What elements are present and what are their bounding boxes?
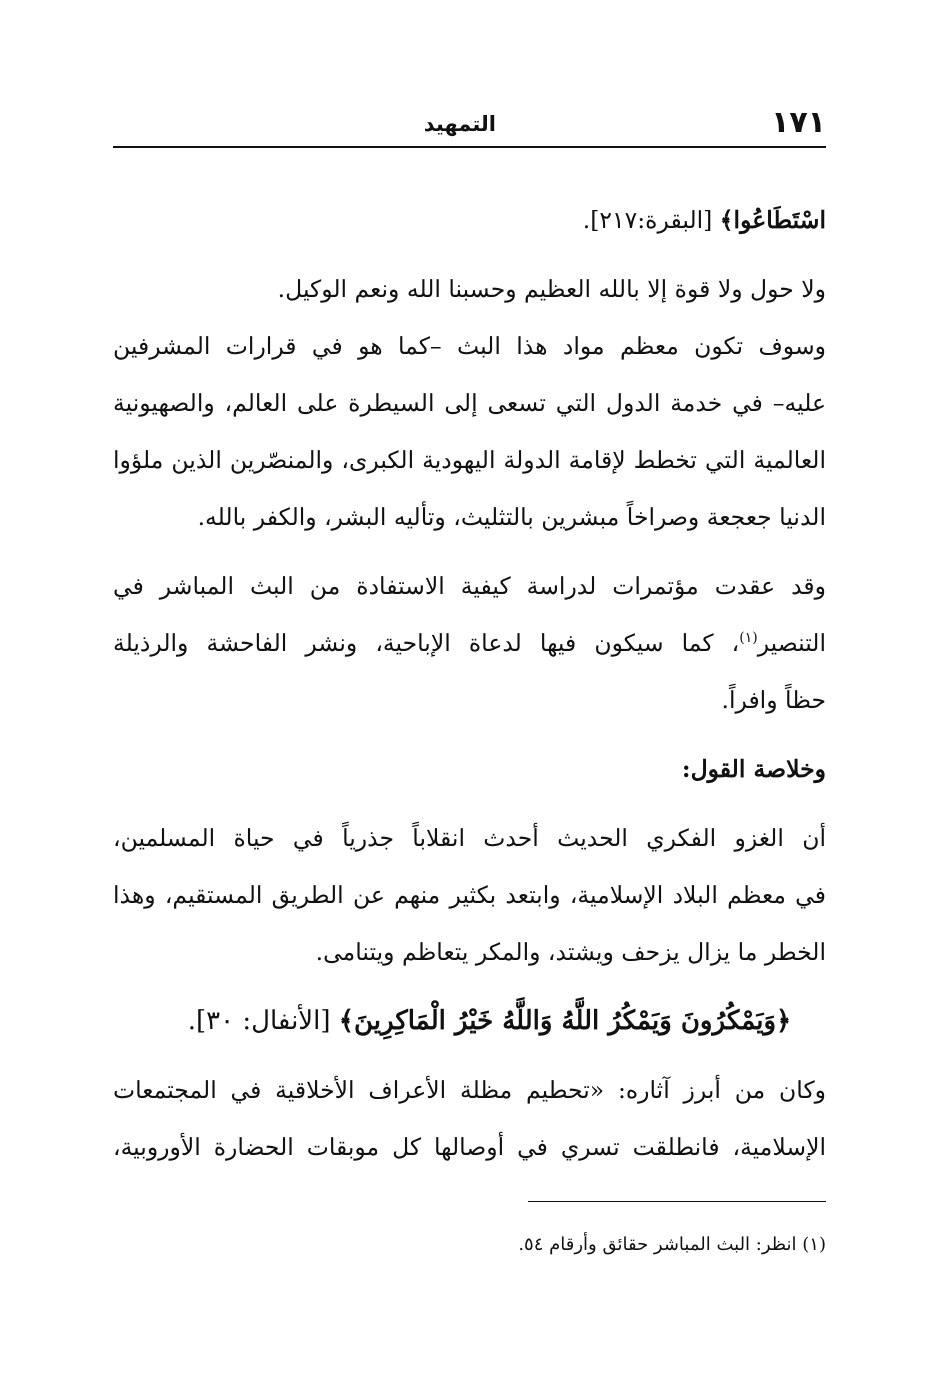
quran-verse: ﴿وَيَمْكُرُونَ وَيَمْكُرُ اللَّهُ وَاللَّهُ خَيْرُ الْمَاكِرِينَ﴾ [338,1006,792,1036]
paragraph-line: ولا حول ولا قوة إلا بالله العظيم وحسبنا الله ونعم الوكيل. [277,275,826,303]
footnote-marker[interactable]: (١) [739,630,758,647]
page-header [113,100,826,150]
quran-verse-line [113,993,826,1050]
spacer [113,249,826,261]
verse-reference: [البقرة:٢١٧]. [582,206,720,234]
spacer [113,546,826,558]
paragraph-line: حظاً وافراً. [721,686,826,714]
paragraph-line: الخطر ما يزال يزحف ويشتد، والمكر يتعاظم ويتنامى. [315,938,826,966]
paragraph-line: وكان من أبرز آثاره: «تحطيم مظلة الأعراف الأخلاقية في المجتمعات [113,1076,826,1104]
verse-ending-line [113,192,826,249]
footnote-divider [528,1201,826,1202]
spacer [113,981,826,993]
spacer [113,729,826,741]
text-run: ، كما سيكون فيها لدعاة الإباحية، ونشر الفاحشة والرذيلة [113,629,740,657]
paragraph-line: أن الغزو الفكري الحديث أحدث انقلاباً جذرياً في حياة المسلمين، [113,824,826,852]
paragraph-line: وقد عقدت مؤتمرات لدراسة كيفية الاستفادة من البث المباشر في [113,572,826,600]
header-divider [113,146,826,148]
paragraph-line [113,615,826,672]
verse-reference: [الأنفال: ٣٠]. [187,1006,339,1036]
paragraph-line: في معظم البلاد الإسلامية، وابتعد بكثير منهم عن الطريق المستقيم، وهذا [113,881,826,909]
main-text [113,192,826,1176]
paragraph-line: عليه– في خدمة الدول التي تسعى إلى السيطرة على العالم، والصهيونية [113,389,826,417]
paragraph-line: الدنيا جعجعة وصراخاً مبشرين بالتثليث، وتأليه البشر، والكفر بالله. [197,503,826,531]
text-run: التنصير [757,629,826,657]
page-number: ١٧١ [771,105,826,140]
running-title: التمهيد [423,112,496,136]
section-heading: وخلاصة القول: [681,755,826,783]
spacer [113,1050,826,1062]
paragraph-line: الإسلامية، فانطلقت تسري في أوصالها كل موبقات الحضارة الأوروبية، [113,1133,826,1161]
quran-verse-fragment: اسْتَطَاعُوا﴾ [719,206,826,234]
paragraph-line: وسوف تكون معظم مواد هذا البث –كما هو في قرارات المشرفين [113,332,826,360]
spacer [113,798,826,810]
paragraph-line: العالمية التي تخطط لإقامة الدولة اليهودية الكبرى، والمنصّرين الذين ملؤوا [113,446,826,474]
footnote: (١) انظر: البث المباشر حقائق وأرقام ٥٤. [518,1234,826,1255]
